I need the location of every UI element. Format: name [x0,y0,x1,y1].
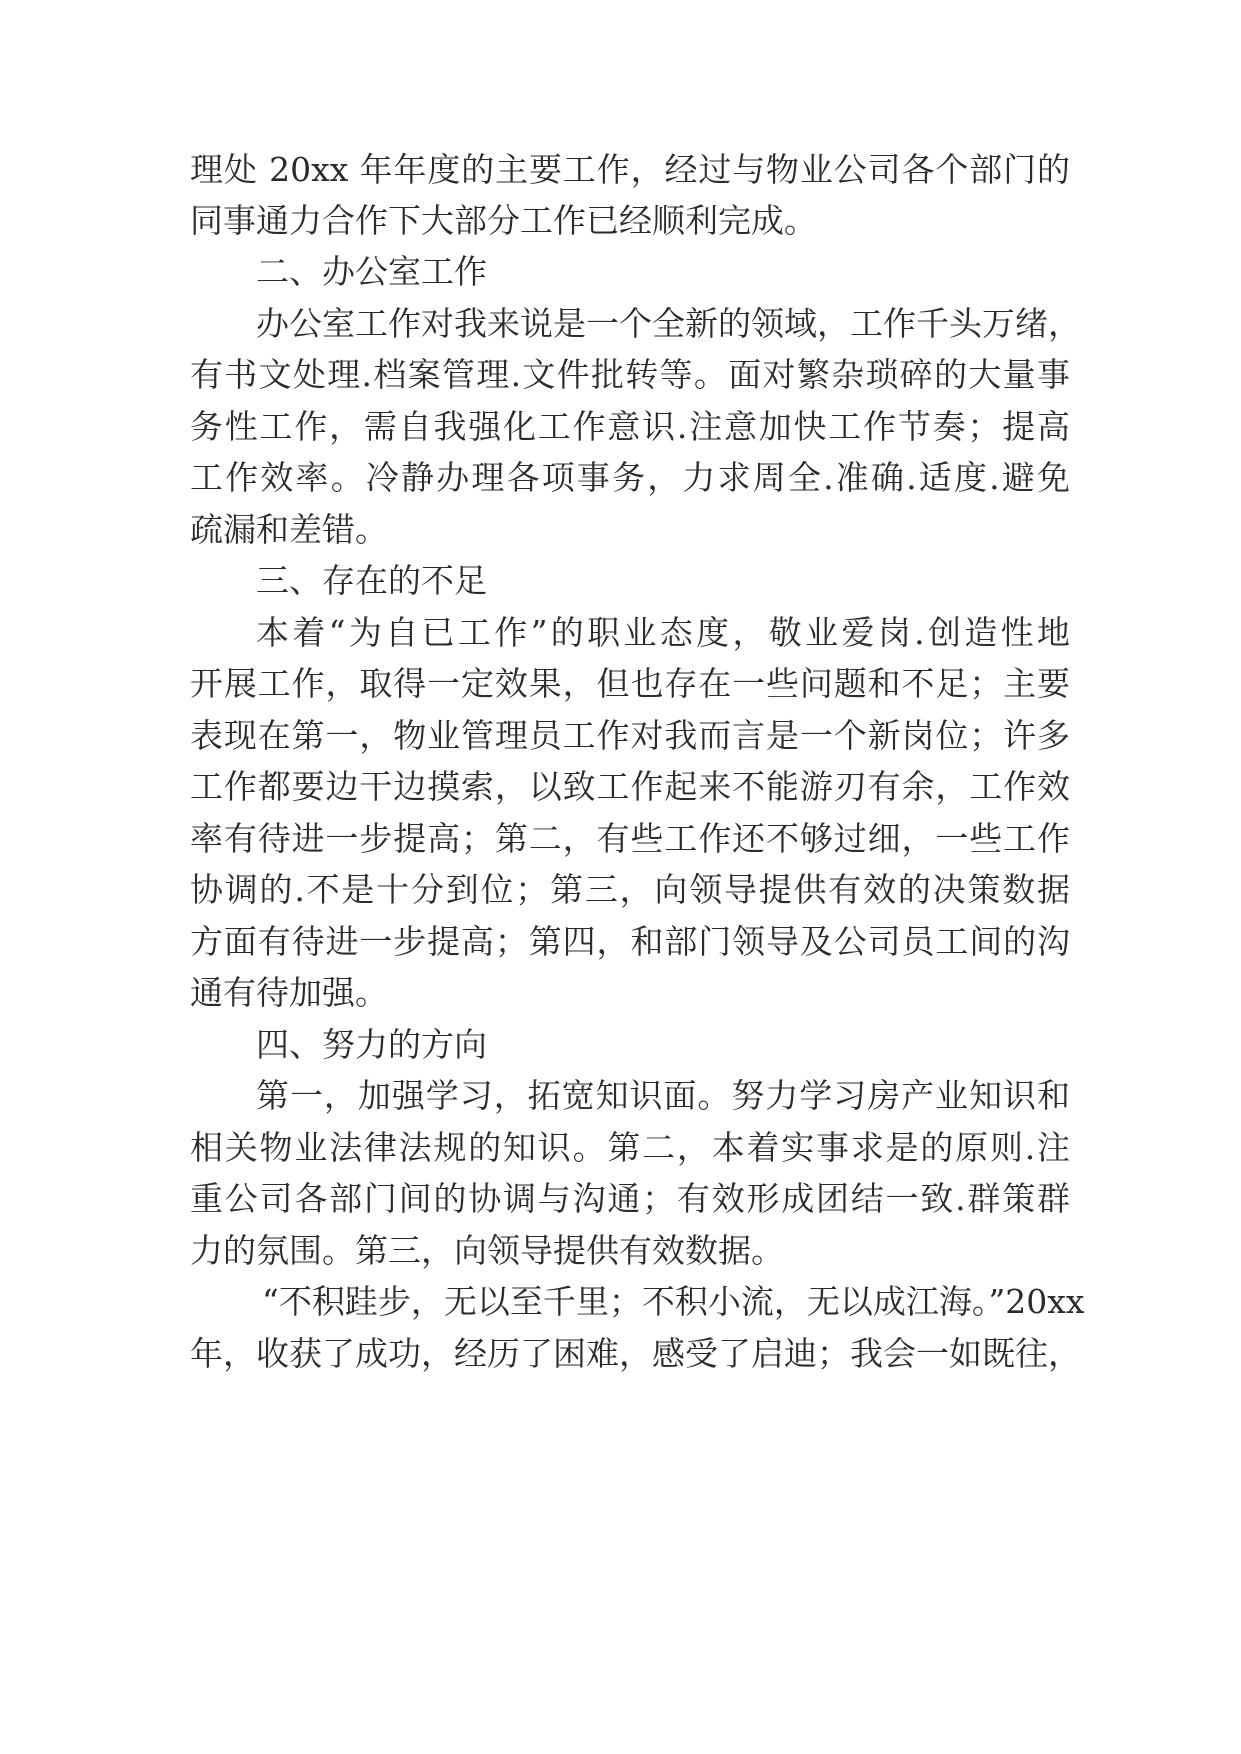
text-line: 同事通力合作下大部分工作已经顺利完成。 [190,201,817,240]
text-line: 重公司各部门间的协调与沟通；有效形成团结一致.群策群 [190,1179,1070,1218]
text-line: 率有待进一步提高；第二，有些工作还不够过细，一些工作 [190,819,1070,858]
text-line: 相关物业法律法规的知识。第二，本着实事求是的原则.注 [190,1128,1070,1167]
text-line: 有书文处理.档案管理.文件批转等。面对繁杂琐碎的大量事 [190,355,1070,394]
text-line: 第一，加强学习，拓宽知识面。努力学习房产业知识和 [256,1076,1070,1115]
text-line: “不积跬步，无以至千里；不积小流，无以成江海。”20xx [262,1282,1085,1321]
text-line: 表现在第一，物业管理员工作对我而言是一个新岗位；许多 [190,716,1070,755]
text-line: 协调的.不是十分到位；第三，向领导提供有效的决策数据 [190,870,1070,909]
text-line: 本着“为自已工作”的职业态度，敬业爱岗.创造性地 [256,613,1070,652]
text-line: 工作效率。冷静办理各项事务，力求周全.准确.适度.避免 [190,458,1070,497]
text-line: 工作都要边干边摸索，以致工作起来不能游刃有余，工作效 [190,767,1070,806]
text-line: 通有待加强。 [190,973,388,1012]
text-line: 方面有待进一步提高；第四，和部门领导及公司员工间的沟 [190,922,1070,961]
text-line: 办公室工作对我来说是一个全新的领域，工作千头万绪， [256,304,1081,343]
text-line: 开展工作，取得一定效果，但也存在一些问题和不足；主要 [190,664,1070,703]
section-heading: 四、努力的方向 [256,1025,487,1064]
section-heading: 二、办公室工作 [256,252,487,291]
text-line: 年，收获了成功，经历了困难，感受了启迪；我会一如既往， [190,1334,1081,1373]
section-heading: 三、存在的不足 [256,561,487,600]
text-line: 疏漏和差错。 [190,510,388,549]
text-line: 理处 20xx 年年度的主要工作，经过与物业公司各个部门的 [190,150,1070,189]
text-line: 力的氛围。第三，向领导提供有效数据。 [190,1231,784,1270]
text-line: 务性工作，需自我强化工作意识.注意加快工作节奏；提高 [190,407,1070,446]
